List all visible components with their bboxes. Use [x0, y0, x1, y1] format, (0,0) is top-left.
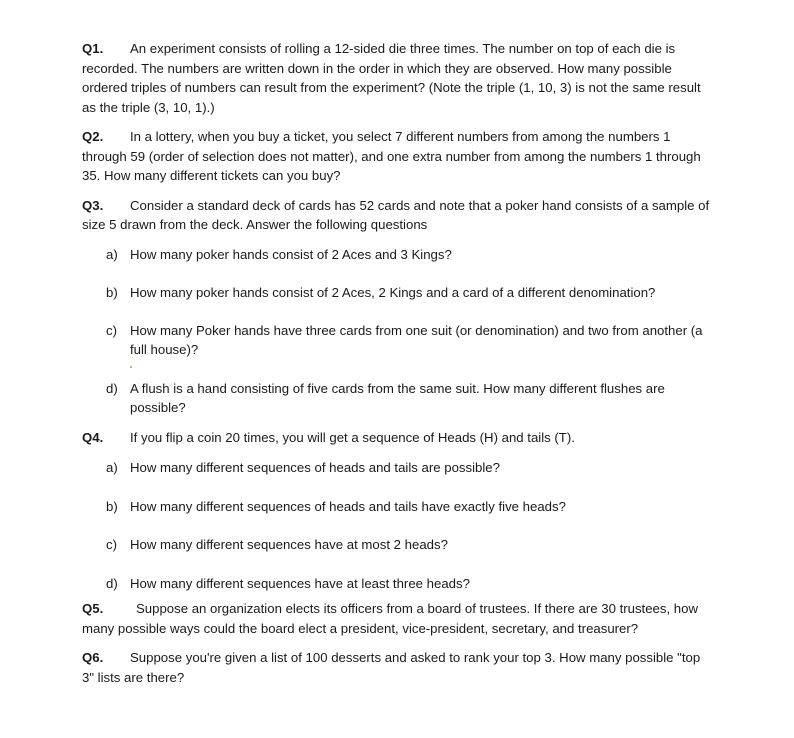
question-2: [82, 127, 710, 186]
question-text: An experiment consists of rolling a 12-sided die three times. The number on top of each die is recorded. The numbers are written down in the order in which they are observed. How many possible ordered triples of numbers can result from the experiment? (Note the triple (1, 10, 3) is not the same result as the triple (3, 10, 1).): [82, 41, 701, 115]
question-text: Consider a standard deck of cards has 52 cards and note that a poker hand consists of a sample of size 5 drawn from the deck. Answer the following questions: [82, 197, 710, 232]
question-4: [82, 428, 710, 448]
question-number: Q5.: [82, 601, 104, 616]
part-text: How many Poker hands have three cards from one suit (or denomination) and two from another (a full house)?: [130, 322, 703, 357]
document-page: [82, 39, 710, 687]
question-4-part-d: [82, 574, 710, 594]
question-text: Suppose you're given a list of 100 desserts and asked to rank your top 3. How many possible "top 3" lists are there?: [82, 650, 701, 685]
dot-mark: [130, 366, 132, 368]
part-text: How many different sequences of heads and tails are possible?: [130, 460, 500, 475]
part-label: a): [106, 460, 118, 475]
question-3-part-c: [82, 321, 710, 360]
part-text: How many poker hands consist of 2 Aces and 3 Kings?: [130, 246, 452, 262]
question-number: Q3.: [82, 197, 104, 213]
part-label: a): [106, 246, 118, 262]
question-text: Suppose an organization elects its officers from a board of trustees. If there are 30 trustees, how many possible ways could the board elect a president, vice-president, secretary, and treasurer?: [82, 601, 698, 636]
part-label: c): [106, 537, 117, 552]
question-3: [82, 196, 710, 235]
question-5: [82, 599, 710, 638]
question-4-part-c: [82, 535, 710, 555]
part-label: b): [106, 498, 118, 514]
part-text: How many different sequences of heads and tails have exactly five heads?: [130, 498, 566, 514]
question-3-part-a: [82, 245, 710, 265]
part-label: d): [106, 575, 118, 591]
part-text: How many poker hands consist of 2 Aces, 2 Kings and a card of a different denomination?: [130, 285, 656, 300]
question-6: [82, 648, 710, 687]
part-label: c): [106, 322, 117, 338]
part-label: b): [106, 285, 118, 300]
question-text: In a lottery, when you buy a ticket, you select 7 different numbers from among the numbers 1 through 59 (order of selection does not matter), and one extra number from among the numbers 1 through 35. How many different tickets can you buy?: [82, 129, 701, 183]
question-4-part-a: [82, 458, 710, 478]
question-3-part-d: [82, 379, 710, 418]
question-1: [82, 39, 710, 117]
part-text: How many different sequences have at most 2 heads?: [130, 537, 448, 552]
question-4-part-b: [82, 497, 710, 517]
question-3-part-b: [82, 283, 710, 303]
stray-mark: [82, 360, 710, 379]
part-text: How many different sequences have at least three heads?: [130, 575, 470, 591]
part-label: d): [106, 380, 118, 396]
question-text: If you flip a coin 20 times, you will get a sequence of Heads (H) and tails (T).: [130, 429, 575, 445]
question-number: Q6.: [82, 650, 104, 665]
part-text: A flush is a hand consisting of five cards from the same suit. How many different flushes are possible?: [130, 380, 665, 415]
question-number: Q4.: [82, 429, 104, 445]
question-number: Q1.: [82, 41, 104, 56]
question-number: Q2.: [82, 129, 104, 144]
